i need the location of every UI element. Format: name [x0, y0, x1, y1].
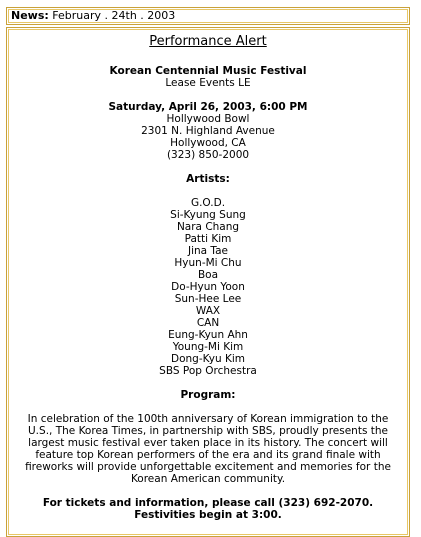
list-item: Dong-Kyu Kim — [171, 353, 245, 365]
tickets-info: For tickets and information, please call (323) 692-2070. Festivities begin at 3:00. — [42, 497, 374, 521]
list-item: Sun-Hee Lee — [174, 293, 242, 305]
list-item: Si-Kyung Sung — [170, 209, 246, 221]
news-label: News: — [11, 9, 49, 22]
program-heading: Program: — [180, 389, 236, 401]
list-item: WAX — [195, 305, 221, 317]
list-item: SBS Pop Orchestra — [159, 365, 257, 377]
list-item: Hyun-Mi Chu — [174, 257, 242, 269]
news-bar — [6, 7, 410, 25]
page-title: Performance Alert — [149, 34, 267, 49]
list-item: Boa — [197, 269, 219, 281]
list-item: Nara Chang — [176, 221, 240, 233]
event-address: 2301 N. Highland Avenue — [141, 125, 275, 137]
event-datetime: Saturday, April 26, 2003, 6:00 PM — [108, 101, 308, 113]
list-item: Young-Mi Kim — [172, 341, 244, 353]
list-item: Patti Kim — [184, 233, 232, 245]
program-text: In celebration of the 100th anniversary of Korean immigration to the U.S., The Korea Times, in partnership with SBS, proudly presents the largest music festival ever taken place in its history. The concert will feature top Korean performers of the era and its grand finale with fireworks will provide unforgettable excitement and memories for the Korean American community. — [25, 413, 391, 485]
list-item: Jina Tae — [187, 245, 228, 257]
artists-list — [15, 197, 401, 377]
event-presenter: Lease Events LE — [165, 77, 251, 89]
list-item: Eung-Kyun Ahn — [168, 329, 248, 341]
event-name: Korean Centennial Music Festival — [109, 65, 307, 77]
event-venue: Hollywood Bowl — [166, 113, 250, 125]
artists-heading: Artists: — [186, 173, 230, 185]
event-phone: (323) 850-2000 — [166, 149, 250, 161]
list-item: Do-Hyun Yoon — [171, 281, 245, 293]
list-item: CAN — [196, 317, 220, 329]
news-date: February . 24th . 2003 — [52, 9, 176, 22]
event-city: Hollywood, CA — [170, 137, 246, 149]
list-item: G.O.D. — [190, 197, 226, 209]
content-panel — [6, 27, 410, 537]
